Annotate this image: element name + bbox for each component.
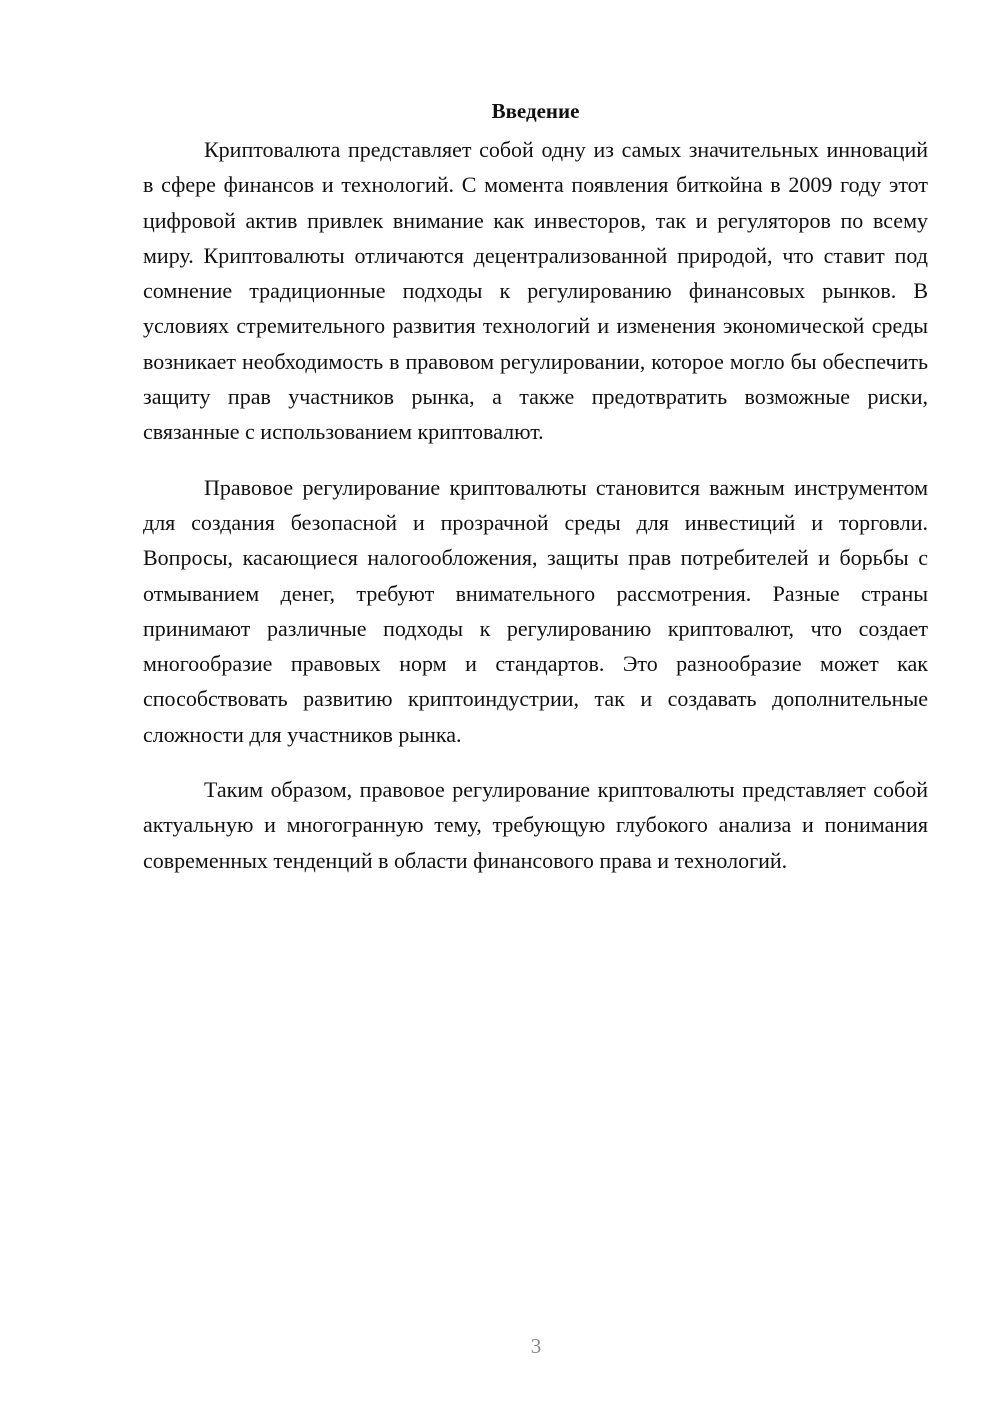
page-number: 3 [530,1334,542,1358]
paragraph-3: Таким образом, правовое регулирование криптовалюты представляет собой актуальную и многогранную тему, требующую глубокого анализа и понимания современных тенденций в области финансового права и технологий. [143,777,928,873]
section-title: Введение [491,99,580,123]
page-content [143,96,928,898]
paragraph-1: Криптовалюта представляет собой одну из самых значительных инноваций в сфере финансов и технологий. С момента появления биткойна в 2009 году этот цифровой актив привлек внимание как инвесторов, так и регуляторов по всему миру. Криптовалюты отличаются децентрализованной природой, что ставит под сомнение традиционные подходы к регулированию финансовых рынков. В условиях стремительного развития технологий и изменения экономической среды возникает необходимость в правовом регулировании, которое могло бы обеспечить защиту прав участников рынка, а также предотвратить возможные риски, связанные с использованием криптовалют. [143,137,928,445]
paragraph-2: Правовое регулирование криптовалюты становится важным инструментом для создания безопасной и прозрачной среды для инвестиций и торговли. Вопросы, касающиеся налогообложения, защиты прав потребителей и борьбы с отмыванием денег, требуют внимательного рассмотрения. Разные страны принимают различные подходы к регулированию криптовалют, что создает многообразие правовых норм и стандартов. Это разнообразие может как способствовать развитию криптоиндустрии, так и создавать дополнительные сложности для участников рынка. [143,474,928,747]
